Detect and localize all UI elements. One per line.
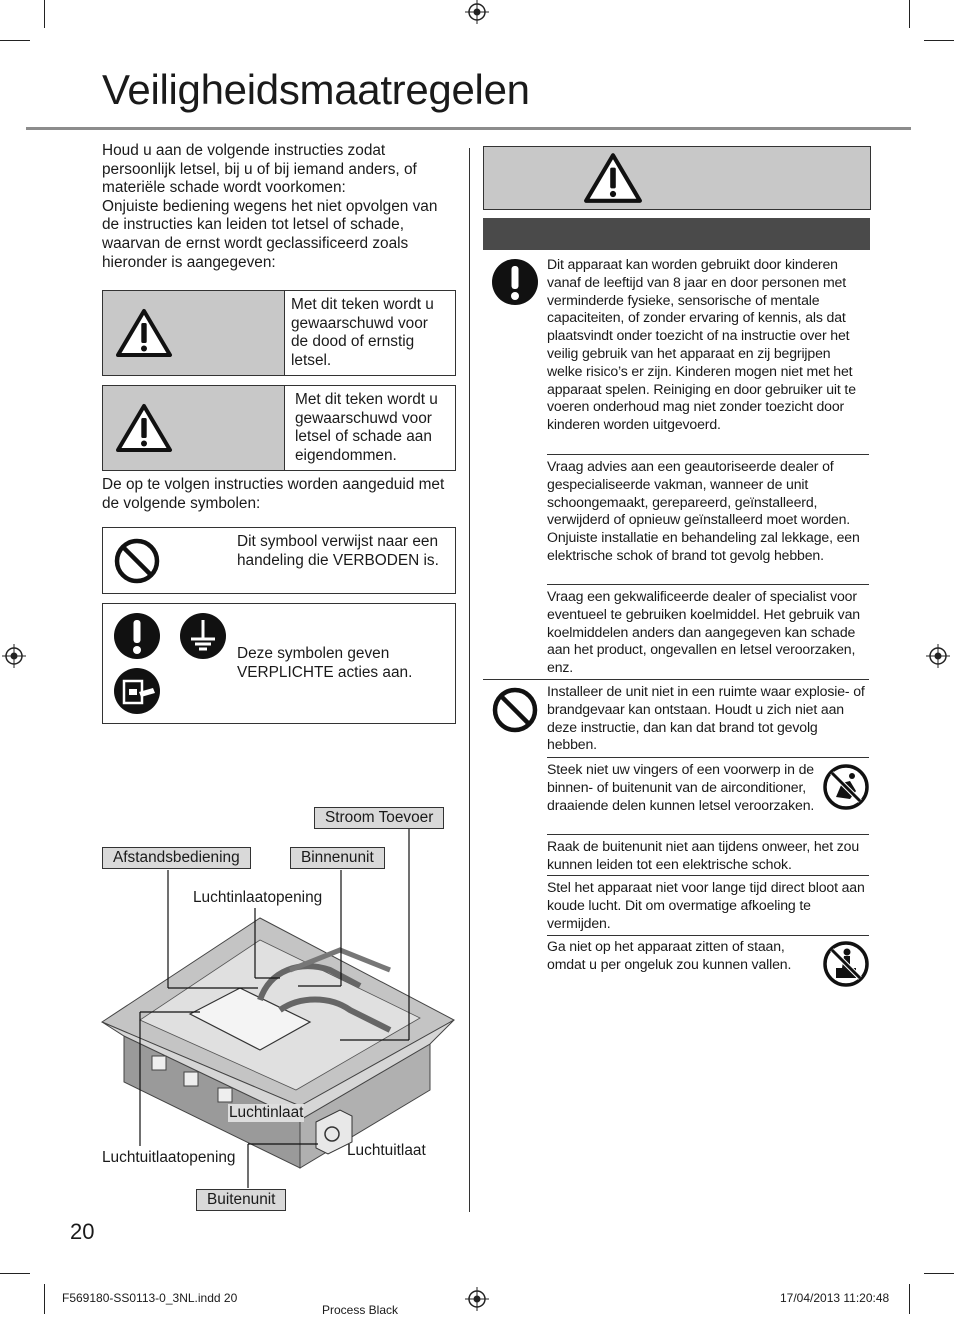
house-window <box>152 1056 166 1070</box>
mandatory-item: Vraag advies aan een geautoriseerde dealer of gespecialiseerde vakman, wanneer de unit schoongemaakt, gerepareerd, geïnstalleerd, verwijderd of opnieuw geïnstalleerd moet worden. Onjuiste installatie en behandeling zal lekkage, een elektrische schok of brand tot gevolg hebben. <box>547 458 860 563</box>
registration-mark-icon <box>465 1287 489 1311</box>
item-separator <box>547 875 869 876</box>
prohibited-item: Raak de buitenunit niet aan tijdens onweer, het zou kunnen leiden tot een elektrische schok. <box>547 838 860 872</box>
label-luchtinlaat: Luchtinlaat <box>229 1104 304 1121</box>
warning-triangle-icon <box>583 152 643 204</box>
intro-paragraph: Houd u aan de volgende instructies zodat persoonlijk letsel, bij u of bij iemand anders, of materiële schade wordt voorkomen: <box>102 142 417 197</box>
warning-box-text: Met dit teken wordt u gewaarschuwd voor de dood of ernstig letsel. <box>291 296 434 369</box>
footer-file: F569180-SS0113-0_3NL.indd 20 <box>62 1291 238 1305</box>
house-window <box>218 1088 232 1102</box>
crop-mark <box>44 1284 45 1314</box>
crop-mark <box>909 0 910 28</box>
label-luchtuitlaatopening: Luchtuitlaatopening <box>102 1149 236 1166</box>
label-binnenunit: Binnenunit <box>290 847 385 869</box>
warning-triangle-icon <box>115 308 173 358</box>
crop-mark <box>924 1273 954 1274</box>
warning-box <box>102 290 456 376</box>
section-separator <box>483 679 869 680</box>
warning-box-symbol <box>103 291 285 375</box>
caution-box-text: Met dit teken wordt u gewaarschuwd voor letsel of schade aan eigendommen. <box>295 391 438 464</box>
caution-box <box>102 385 456 471</box>
prohibited-symbol-box <box>102 527 456 594</box>
page-number: 20 <box>70 1219 95 1244</box>
item-separator <box>547 584 869 585</box>
title-divider <box>26 127 911 130</box>
caution-box-symbol <box>103 386 285 470</box>
label-luchtuitlaat: Luchtuitlaat <box>347 1142 426 1159</box>
mandatory-item: Dit apparaat kan worden gebruikt door kinderen vanaf de leeftijd van 8 jaar en door personen met verminderde fysieke, sensorische of mentale capaciteiten, of zonder ervaring of kennis, als dat plaatsvindt onder toezicht of na instructie over het veilig gebruik van het apparaat en zij begrijpen welke risico’s er zijn. Kinderen mogen niet met het apparaat spelen. Reiniging en door gebruiker uit te voeren onderhoud mag niet zonder toezicht door kinderen worden uitgevoerd. <box>547 256 856 433</box>
registration-mark-icon <box>926 644 950 668</box>
crop-mark <box>924 40 954 41</box>
label-afstandsbediening: Afstandsbediening <box>102 847 251 869</box>
label-stroom-toevoer: Stroom Toevoer <box>314 807 444 829</box>
prohibited-item: Installeer de unit niet in een ruimte waar explosie- of brandgevaar kan ontstaan. Houdt u zich niet aan deze instructie, dan kan dat brand tot gevolg hebben. <box>547 683 865 753</box>
symbols-intro: De op te volgen instructies worden aangeduid met de volgende symbolen: <box>102 476 445 512</box>
exclamation-icon <box>113 612 161 660</box>
column-divider <box>469 148 470 1212</box>
prohibited-icon <box>491 686 539 734</box>
crop-mark <box>0 1273 30 1274</box>
mandatory-item: Vraag een gekwalificeerde dealer of specialist voor eventueel te gebruiken koelmiddel. Het gebruik van koelmiddelen anders dan aangegeven kan schade aan het product, ongevallen en letsel veroorzaken, enz. <box>547 588 860 676</box>
registration-mark-icon <box>2 644 26 668</box>
item-separator <box>547 757 869 758</box>
crop-mark <box>44 0 45 28</box>
page-title: Veiligheidsmaatregelen <box>102 66 530 113</box>
no-climbing-icon <box>822 940 870 988</box>
mandatory-symbol-text: Deze symbolen geven VERPLICHTE acties aan. <box>237 645 413 681</box>
warning-triangle-icon <box>115 403 173 453</box>
prohibited-item: Stel het apparaat niet voor lange tijd direct bloot aan koude lucht. Dit om overmatige afkoeling te vermijden. <box>547 879 865 931</box>
intro-paragraph: Onjuiste bediening wegens het niet opvolgen van de instructies kan leiden tot letsel of schade, waarvan de ernst wordt geclassificeerd zoals hieronder is aangegeven: <box>102 197 438 271</box>
prohibited-icon <box>113 537 161 585</box>
intro-text <box>102 142 456 272</box>
no-fingers-icon <box>822 763 870 811</box>
unplug-icon <box>113 667 161 715</box>
registration-mark-icon <box>465 0 489 24</box>
footer-process: Process Black <box>322 1303 399 1317</box>
ground-icon <box>179 612 227 660</box>
label-buitenunit: Buitenunit <box>196 1189 286 1211</box>
crop-mark <box>909 1284 910 1314</box>
footer-date: 17/04/2013 11:20:48 <box>780 1291 890 1305</box>
section-bar <box>483 218 870 250</box>
prohibited-symbol-text: Dit symbool verwijst naar een handeling die VERBODEN is. <box>237 533 439 569</box>
warning-header <box>483 146 871 210</box>
house-window <box>184 1072 198 1086</box>
crop-mark <box>0 40 30 41</box>
label-luchtinlaatopening: Luchtinlaatopening <box>193 889 323 906</box>
prohibited-item: Steek niet uw vingers of een voorwerp in de binnen- of buitenunit van de airconditioner, draaiende delen kunnen letsel veroorzaken. <box>547 761 815 813</box>
prohibited-item: Ga niet op het apparaat zitten of staan, omdat u per ongeluk zou kunnen vallen. <box>547 938 792 972</box>
mandatory-symbol-box <box>102 603 456 724</box>
item-separator <box>547 454 869 455</box>
item-separator <box>547 834 869 835</box>
exclamation-icon <box>491 258 539 306</box>
item-separator <box>547 935 869 936</box>
